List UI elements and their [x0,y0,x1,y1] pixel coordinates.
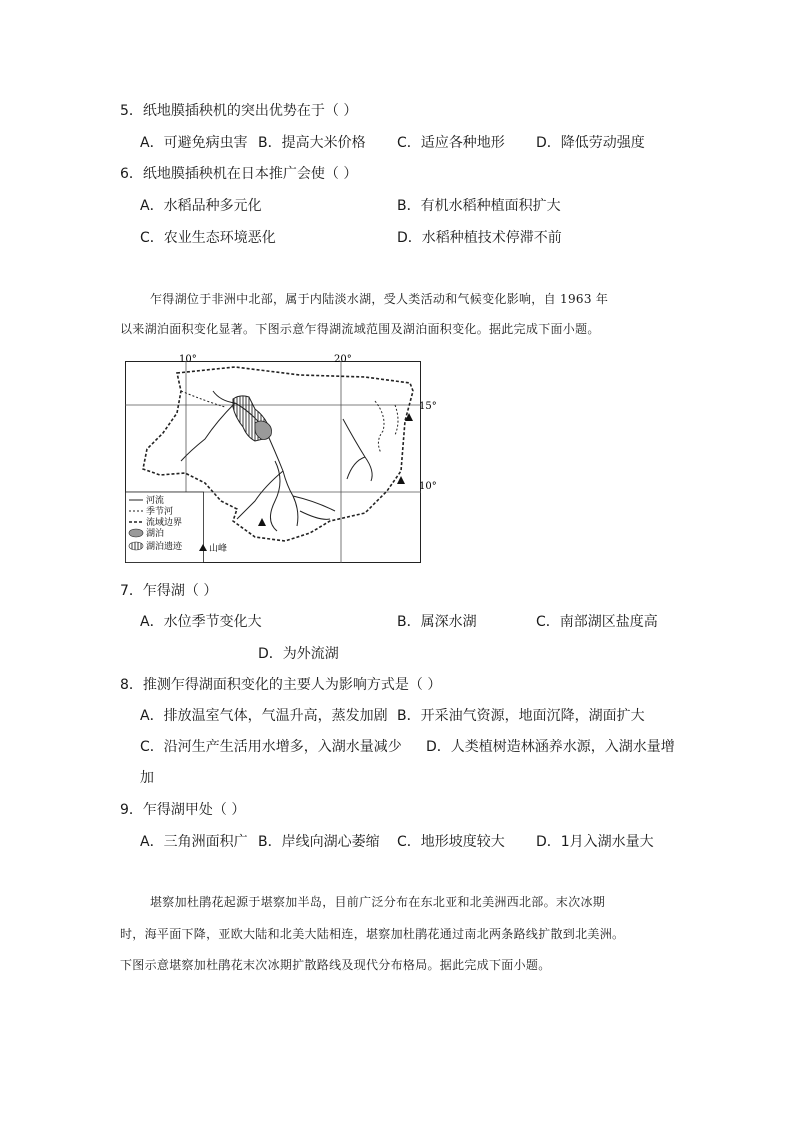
question-9-option-c: C．地形坡度较大 [397,834,505,850]
legend-peak: 山峰 [209,544,228,554]
question-8-option-d: D．人类植树造林涵养水源，入湖水量增 [426,739,675,755]
question-8-option-b: B．开采油气资源，地面沉降，湖面扩大 [397,708,645,724]
legend-lake-remnant: 湖泊遗迹 [146,542,183,552]
crane-passage-line-1: 堪察加杜鹃花起源于堪察加半岛，目前广泛分布在东北亚和北美洲西北部。末次冰期 [150,895,606,909]
lon-label-20: 20° [334,354,352,365]
question-8-stem: 8．推测乍得湖面积变化的主要人为影响方式是（ ） [120,677,442,693]
question-7-option-a: A．水位季节变化大 [140,614,262,630]
question-7-option-b: B．属深水湖 [397,614,477,630]
chad-passage-line-1: 乍得湖位于非洲中北部，属于内陆淡水湖，受人类活动和气候变化影响，自 1963 年 [150,292,609,306]
crane-passage-line-2: 时，海平面下降，亚欧大陆和北美大陆相连，堪察加杜鹃花通过南北两条路线扩散到北美洲。 [120,927,625,941]
question-8-option-d-continued: 加 [140,770,154,786]
lake-chad-basin-map [125,354,437,563]
chad-passage-line-2: 以来湖泊面积变化显著。下图示意乍得湖流域范围及湖泊面积变化。据此完成下面小题。 [120,322,600,336]
question-6-option-b: B．有机水稻种植面积扩大 [397,198,561,214]
lat-label-10: 10° [419,481,437,492]
question-8-option-c: C．沿河生产生活用水增多，入湖水量减少 [140,739,402,755]
crane-passage-line-3: 下图示意堪察加杜鹃花末次冰期扩散路线及现代分布格局。据此完成下面小题。 [120,958,551,972]
question-9-option-a: A．三角洲面积广 [140,834,248,850]
question-6-option-d: D．水稻种植技术停滞不前 [397,230,562,246]
lat-label-15: 15° [419,401,437,412]
question-5-stem: 5．纸地膜插秧机的突出优势在于（ ） [120,103,358,119]
question-5-option-b: B．提高大米价格 [258,135,366,151]
question-5-option-c: C．适应各种地形 [397,135,505,151]
question-6-option-c: C．农业生态环境恶化 [140,230,276,246]
legend-basin-boundary: 流域边界 [146,518,183,528]
question-5-option-a: A．可避免病虫害 [140,135,248,151]
question-6-stem: 6．纸地膜插秧机在日本推广会使（ ） [120,166,358,182]
question-9-stem: 9．乍得湖甲处（ ） [120,802,246,818]
question-7-option-c: C．南部湖区盐度高 [536,614,658,630]
question-6-option-a: A．水稻品种多元化 [140,198,262,214]
question-9-option-b: B．岸线向湖心萎缩 [258,834,380,850]
question-9-option-d: D．1月入湖水量大 [536,834,654,850]
legend-river: 河流 [146,496,165,506]
question-5-option-d: D．降低劳动强度 [536,135,645,151]
question-7-stem: 7．乍得湖（ ） [120,583,218,599]
legend-lake: 湖泊 [146,529,165,539]
lon-label-10: 10° [179,354,197,365]
question-8-option-a: A．排放温室气体，气温升高，蒸发加剧 [140,708,388,724]
legend-seasonal-river: 季节河 [146,507,174,517]
question-7-option-d: D．为外流湖 [258,646,339,662]
